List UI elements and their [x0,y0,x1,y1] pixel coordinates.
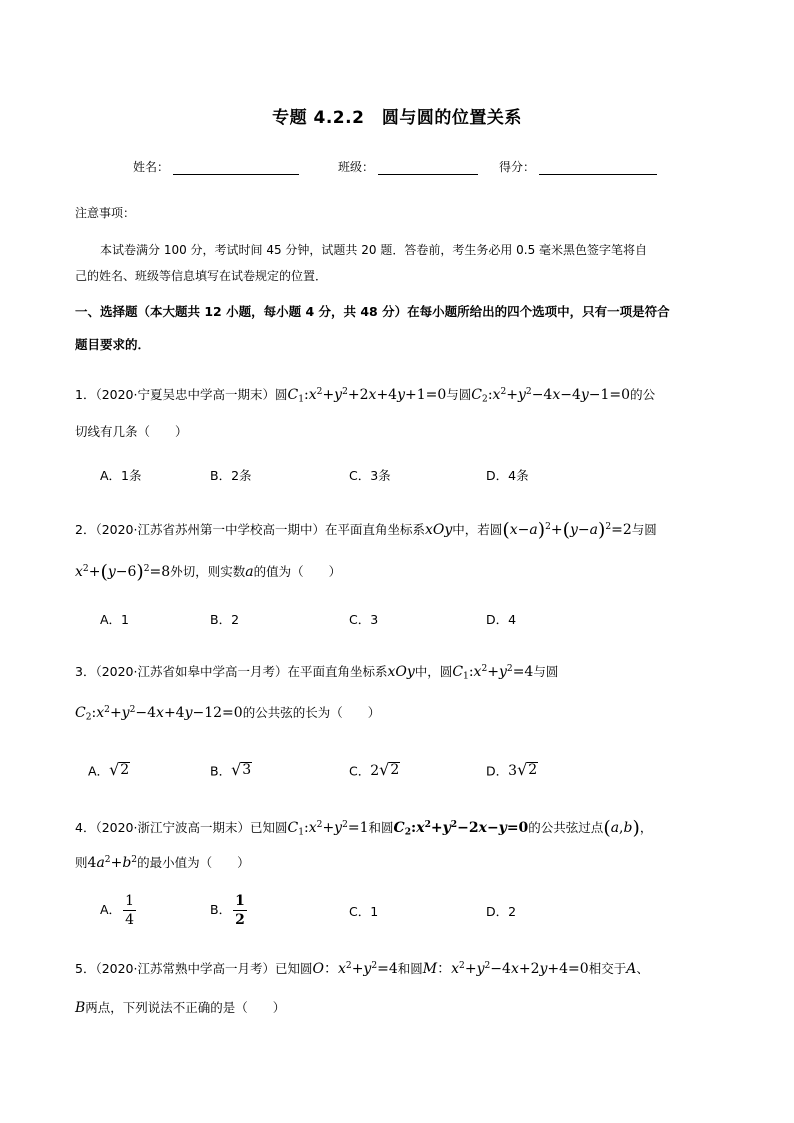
q5-circle-o: O：$x^2+y^2=4$ [312,961,398,977]
two-sqrt-2-expr: 2 √ 2 [370,760,400,780]
q5-suffix: 相交于 [588,961,627,976]
question-3-line-2 [75,705,381,723]
q3-formula-c1: $C_1:x^2+y^2=4$ [452,664,534,682]
q4-formula-c1: $C_1:x^2+y^2=1$ [287,820,369,838]
q5-circle-m: M：$x^2+y^2-4x+2y+4=0$ [422,961,589,977]
q3-line2-suffix: 的公共弦的长为（ ） [242,705,381,720]
sqrt-3-expr: √ 3 [231,760,252,780]
name-blank[interactable] [173,160,299,175]
question-3-line-1 [75,664,559,682]
q3-option-c[interactable] [349,762,400,778]
q5-line2-suffix: 两点，下列说法不正确的是（ ） [85,1000,286,1015]
q3-option-a[interactable] [88,762,130,778]
q4-mid: 和圆 [368,820,394,836]
q4-option-a-label: A． [100,902,122,918]
q2-xoy: xOy [425,522,453,539]
q1-prefix: 1．（2020·宁夏吴忠中学高一期末）圆 [75,387,288,402]
q1-formula-c2: $C_2:x^2+y^2-4x-4y-1=0$ [471,387,631,405]
question-1-line-2: 切线有几条（ ） [75,424,188,439]
question-5-line-1 [75,962,649,976]
class-field [338,158,478,175]
q4-option-b[interactable] [210,894,249,927]
score-field [499,158,657,175]
q1-suffix: 的公 [630,387,656,402]
q3-prefix: 3．（2020·江苏省如皋中学高一月考）在平面直角坐标系 [75,664,388,679]
question-1-line-1 [75,387,656,405]
q3-option-c-label: C． [349,763,371,779]
fraction-one-quarter: $\frac{1}{4}$ [125,893,134,928]
class-blank[interactable] [378,160,478,175]
q5-prefix: 5．（2020·江苏常熟中学高一月考）已知圆 [75,961,313,976]
q3-option-b-label: B． [210,763,232,779]
q2-line2-mid: 外切，则实数 [170,564,246,580]
q3-formula-c2: $C_2:x^2+y^2-4x+4y-12=0$ [75,705,243,723]
q2-line2-suffix: 的值为（ ） [253,564,342,580]
q1-option-a[interactable]: A．1条 [100,468,142,483]
class-label: 班级： [338,160,375,174]
q4-end: ， [639,820,653,836]
q3-mid: 中，圆 [414,664,453,679]
q1-option-c[interactable]: C．3条 [349,468,391,483]
q4-option-c[interactable]: C．1 [349,904,379,919]
question-2-line-2 [75,563,341,582]
q3-option-a-label: A． [88,763,110,779]
q1-formula-c1: $C_1:x^2+y^2+2x+4y+1=0$ [287,387,447,405]
q2-option-a[interactable]: A．1 [100,612,130,627]
q4-expression: $4a^2+b^2$ [87,855,138,871]
notice-line-1: 本试卷满分 100 分，考试时间 45 分钟，试题共 20 题．答卷前，考生务必用 0.5 毫米黑色签字笔将自 [100,243,648,257]
q4-prefix: 4．（2020·浙江宁波高一期末）已知圆 [75,820,288,836]
q5-point-b: B [75,1000,86,1016]
question-4-line-2 [75,856,250,870]
q2-formula-circle-1: $(x-a)^2+(y-a)^2=2$ [502,519,632,541]
question-5-line-2 [75,1001,285,1015]
notice-heading: 注意事项： [75,206,136,220]
question-4-line-1 [75,819,652,838]
q4-option-b-label: B． [210,902,232,918]
score-label: 得分： [499,160,536,174]
section-heading-line-1: 一、选择题（本大题共 12 小题，每小题 4 分，共 48 分）在每小题所给出的四个选项中，只有一项是符合 [75,304,670,319]
q5-mid: 和圆 [397,961,423,976]
q3-option-d[interactable] [486,762,538,778]
q5-point-a: A [626,961,637,977]
q3-xoy: xOy [387,664,415,680]
q4-line2-prefix: 则 [75,855,88,870]
q3-suffix: 与圆 [533,664,559,679]
section-heading-line-2: 题目要求的． [75,337,151,352]
question-2-line-1 [75,521,657,540]
page-title: 专题 4.2.2 圆与圆的位置关系 [272,108,522,128]
fraction-one-half: $\frac{1}{2}$ [235,893,245,928]
q3-option-b[interactable] [210,762,252,778]
name-field [133,158,299,175]
score-blank[interactable] [539,160,657,175]
q4-suffix: 的公共弦过点 [528,820,604,836]
q4-point: (a,b) [603,817,640,839]
three-sqrt-2-expr: 3 √ 2 [508,760,538,780]
q1-option-b[interactable]: B．2条 [210,468,252,483]
q2-option-d[interactable]: D．4 [486,612,517,627]
q4-formula-c2: $C_2:x^2+y^2-2x-y=0$ [393,819,529,838]
notice-line-2: 己的姓名、班级等信息填写在试卷规定的位置． [75,269,328,283]
q2-var-a: a [245,564,254,581]
q4-line2-suffix: 的最小值为（ ） [137,855,250,870]
q2-prefix: 2．（2020·江苏省苏州第一中学校高一期中）在平面直角坐标系 [75,522,425,538]
sqrt-2-expr: √ 2 [109,760,130,780]
q4-option-a[interactable] [100,894,138,927]
q2-mid: 中，若圆 [452,522,503,538]
q2-suffix: 与圆 [631,522,657,538]
q4-option-d[interactable]: D．2 [486,904,517,919]
q2-formula-circle-2: $x^2+(y-6)^2=8$ [75,561,171,583]
q5-end: 、 [636,961,649,976]
q2-option-b[interactable]: B．2 [210,612,240,627]
q2-option-c[interactable]: C．3 [349,612,379,627]
q1-option-d[interactable]: D．4条 [486,468,529,483]
name-label: 姓名： [133,160,170,174]
q1-mid: 与圆 [446,387,472,402]
q3-option-d-label: D． [486,763,509,779]
